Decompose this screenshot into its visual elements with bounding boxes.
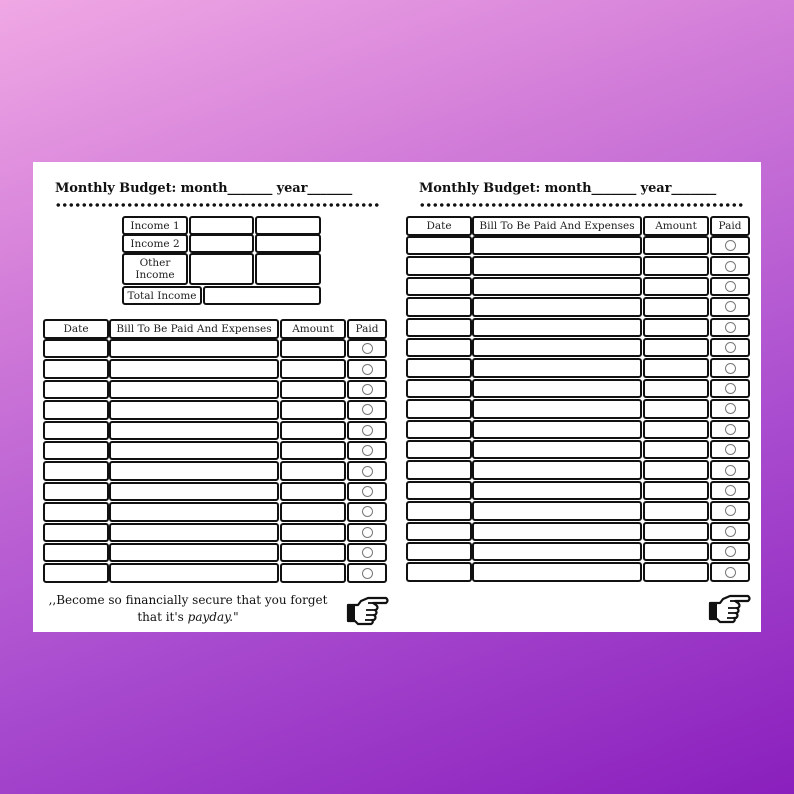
circle-checkbox-icon[interactable] (725, 465, 736, 476)
paid-cell[interactable] (710, 522, 750, 541)
paid-header: Paid (710, 216, 750, 236)
amount-cell[interactable] (643, 522, 709, 541)
circle-checkbox-icon[interactable] (362, 547, 373, 558)
amount-cell[interactable] (643, 277, 709, 296)
amount-cell[interactable] (280, 563, 346, 582)
amount-cell[interactable] (280, 543, 346, 562)
bill-cell[interactable] (472, 562, 642, 581)
amount-cell[interactable] (643, 420, 709, 439)
circle-checkbox-icon[interactable] (725, 526, 736, 537)
total-income-label: Total Income (122, 286, 202, 305)
paid-cell[interactable] (347, 523, 387, 542)
bill-cell[interactable] (472, 522, 642, 541)
bill-cell[interactable] (109, 563, 279, 582)
date-cell[interactable] (406, 277, 472, 296)
date-header: Date (43, 319, 109, 339)
pointing-hand-icon (708, 590, 752, 624)
left-page-title: Monthly Budget: month_______ year_______ (55, 181, 353, 196)
bill-cell[interactable] (472, 379, 642, 398)
amount-cell[interactable] (643, 338, 709, 357)
paid-cell[interactable] (347, 339, 387, 358)
date-cell[interactable] (406, 379, 472, 398)
paid-cell[interactable] (347, 421, 387, 440)
date-cell[interactable] (43, 461, 109, 480)
circle-checkbox-icon[interactable] (725, 301, 736, 312)
bill-cell[interactable] (472, 481, 642, 500)
circle-checkbox-icon[interactable] (725, 485, 736, 496)
paid-header: Paid (347, 319, 387, 339)
circle-checkbox-icon[interactable] (725, 424, 736, 435)
date-cell[interactable] (406, 522, 472, 541)
bill-cell[interactable] (472, 256, 642, 275)
date-cell[interactable] (406, 399, 472, 418)
income-2-field-2[interactable] (255, 234, 321, 253)
bill-cell[interactable] (472, 460, 642, 479)
bill-header: Bill To Be Paid And Expenses (472, 216, 642, 236)
amount-cell[interactable] (280, 482, 346, 501)
circle-checkbox-icon[interactable] (362, 404, 373, 415)
paid-cell[interactable] (710, 379, 750, 398)
amount-cell[interactable] (643, 440, 709, 459)
paid-cell[interactable] (710, 236, 750, 255)
bill-cell[interactable] (472, 277, 642, 296)
circle-checkbox-icon[interactable] (725, 546, 736, 557)
amount-cell[interactable] (643, 562, 709, 581)
date-cell[interactable] (43, 441, 109, 460)
paid-cell[interactable] (710, 440, 750, 459)
date-cell[interactable] (406, 358, 472, 377)
date-cell[interactable] (406, 501, 472, 520)
circle-checkbox-icon[interactable] (725, 240, 736, 251)
bill-cell[interactable] (472, 420, 642, 439)
amount-cell[interactable] (280, 359, 346, 378)
date-cell[interactable] (43, 563, 109, 582)
quote-emphasis: payday. (187, 610, 234, 624)
amount-cell[interactable] (643, 358, 709, 377)
right-page-title: Monthly Budget: month_______ year_______ (419, 181, 717, 196)
dotted-divider (419, 202, 745, 208)
circle-checkbox-icon[interactable] (362, 568, 373, 579)
bill-cell[interactable] (472, 399, 642, 418)
date-cell[interactable] (406, 297, 472, 316)
circle-checkbox-icon[interactable] (725, 444, 736, 455)
date-cell[interactable] (406, 481, 472, 500)
paid-cell[interactable] (347, 563, 387, 582)
amount-cell[interactable] (643, 297, 709, 316)
paid-cell[interactable] (347, 441, 387, 460)
paid-cell[interactable] (710, 562, 750, 581)
paid-cell[interactable] (710, 338, 750, 357)
circle-checkbox-icon[interactable] (362, 343, 373, 354)
income-2-label: Income 2 (122, 234, 188, 253)
motivational-quote (33, 592, 343, 626)
income-1-field-2[interactable] (255, 216, 321, 235)
paid-cell[interactable] (710, 542, 750, 561)
amount-header: Amount (280, 319, 346, 339)
amount-cell[interactable] (280, 421, 346, 440)
circle-checkbox-icon[interactable] (362, 364, 373, 375)
planner-sheet (33, 162, 761, 632)
bill-cell[interactable] (109, 441, 279, 460)
date-cell[interactable] (406, 562, 472, 581)
left-page (33, 162, 397, 632)
date-cell[interactable] (406, 256, 472, 275)
amount-cell[interactable] (280, 461, 346, 480)
bill-cell[interactable] (109, 502, 279, 521)
circle-checkbox-icon[interactable] (725, 322, 736, 333)
total-income-field[interactable] (203, 286, 321, 305)
date-cell[interactable] (43, 523, 109, 542)
amount-cell[interactable] (643, 379, 709, 398)
bill-cell[interactable] (472, 440, 642, 459)
bill-cell[interactable] (109, 523, 279, 542)
paid-cell[interactable] (347, 359, 387, 378)
paid-cell[interactable] (347, 400, 387, 419)
paid-cell[interactable] (710, 481, 750, 500)
paid-cell[interactable] (347, 482, 387, 501)
income-1-field[interactable] (189, 216, 254, 235)
amount-cell[interactable] (643, 542, 709, 561)
paid-cell[interactable] (347, 502, 387, 521)
circle-checkbox-icon[interactable] (362, 384, 373, 395)
circle-checkbox-icon[interactable] (362, 486, 373, 497)
amount-cell[interactable] (643, 318, 709, 337)
amount-cell[interactable] (280, 339, 346, 358)
dotted-divider (55, 202, 381, 208)
bill-cell[interactable] (109, 461, 279, 480)
bill-header: Bill To Be Paid And Expenses (109, 319, 279, 339)
amount-cell[interactable] (643, 460, 709, 479)
amount-cell[interactable] (280, 400, 346, 419)
paid-cell[interactable] (710, 460, 750, 479)
paid-cell[interactable] (710, 399, 750, 418)
circle-checkbox-icon[interactable] (362, 506, 373, 517)
circle-checkbox-icon[interactable] (725, 363, 736, 374)
other-income-label: Other Income (122, 253, 188, 285)
circle-checkbox-icon[interactable] (725, 567, 736, 578)
bill-cell[interactable] (109, 482, 279, 501)
bill-cell[interactable] (472, 297, 642, 316)
date-cell[interactable] (406, 460, 472, 479)
date-cell[interactable] (43, 380, 109, 399)
date-cell[interactable] (43, 339, 109, 358)
circle-checkbox-icon[interactable] (362, 527, 373, 538)
amount-cell[interactable] (280, 523, 346, 542)
bill-cell[interactable] (109, 359, 279, 378)
amount-cell[interactable] (643, 256, 709, 275)
other-income-field[interactable] (189, 253, 254, 285)
bill-cell[interactable] (472, 236, 642, 255)
paid-cell[interactable] (710, 501, 750, 520)
paid-cell[interactable] (347, 543, 387, 562)
bill-cell[interactable] (109, 400, 279, 419)
circle-checkbox-icon[interactable] (362, 466, 373, 477)
circle-checkbox-icon[interactable] (725, 342, 736, 353)
paid-cell[interactable] (710, 358, 750, 377)
amount-cell[interactable] (280, 441, 346, 460)
bill-cell[interactable] (472, 501, 642, 520)
amount-cell[interactable] (643, 481, 709, 500)
date-cell[interactable] (406, 338, 472, 357)
date-cell[interactable] (43, 543, 109, 562)
paid-cell[interactable] (347, 380, 387, 399)
amount-cell[interactable] (643, 236, 709, 255)
circle-checkbox-icon[interactable] (725, 403, 736, 414)
paid-cell[interactable] (710, 297, 750, 316)
pointing-hand-icon (346, 592, 390, 626)
quote-line-2-suffix: " (233, 610, 239, 624)
date-cell[interactable] (43, 502, 109, 521)
paid-cell[interactable] (710, 318, 750, 337)
bill-cell[interactable] (472, 542, 642, 561)
paid-cell[interactable] (710, 277, 750, 296)
bill-cell[interactable] (109, 380, 279, 399)
date-cell[interactable] (406, 420, 472, 439)
paid-cell[interactable] (710, 256, 750, 275)
right-page (397, 162, 761, 632)
amount-cell[interactable] (643, 501, 709, 520)
bill-cell[interactable] (109, 543, 279, 562)
date-cell[interactable] (406, 236, 472, 255)
income-1-label: Income 1 (122, 216, 188, 235)
paid-cell[interactable] (710, 420, 750, 439)
date-cell[interactable] (406, 318, 472, 337)
bill-cell[interactable] (109, 339, 279, 358)
bill-cell[interactable] (109, 421, 279, 440)
circle-checkbox-icon[interactable] (725, 261, 736, 272)
quote-line-1: ,,Become so financially secure that you forget (48, 593, 328, 607)
bill-cell[interactable] (472, 358, 642, 377)
amount-header: Amount (643, 216, 709, 236)
other-income-field-2[interactable] (255, 253, 321, 285)
paid-cell[interactable] (347, 461, 387, 480)
date-cell[interactable] (43, 482, 109, 501)
date-header: Date (406, 216, 472, 236)
bill-cell[interactable] (472, 318, 642, 337)
circle-checkbox-icon[interactable] (725, 383, 736, 394)
circle-checkbox-icon[interactable] (362, 425, 373, 436)
date-cell[interactable] (406, 542, 472, 561)
date-cell[interactable] (43, 400, 109, 419)
circle-checkbox-icon[interactable] (725, 505, 736, 516)
circle-checkbox-icon[interactable] (725, 281, 736, 292)
bill-cell[interactable] (472, 338, 642, 357)
date-cell[interactable] (43, 359, 109, 378)
amount-cell[interactable] (280, 502, 346, 521)
amount-cell[interactable] (280, 380, 346, 399)
date-cell[interactable] (406, 440, 472, 459)
quote-line-2-prefix: that it's (137, 610, 188, 624)
circle-checkbox-icon[interactable] (362, 445, 373, 456)
amount-cell[interactable] (643, 399, 709, 418)
income-2-field[interactable] (189, 234, 254, 253)
date-cell[interactable] (43, 421, 109, 440)
